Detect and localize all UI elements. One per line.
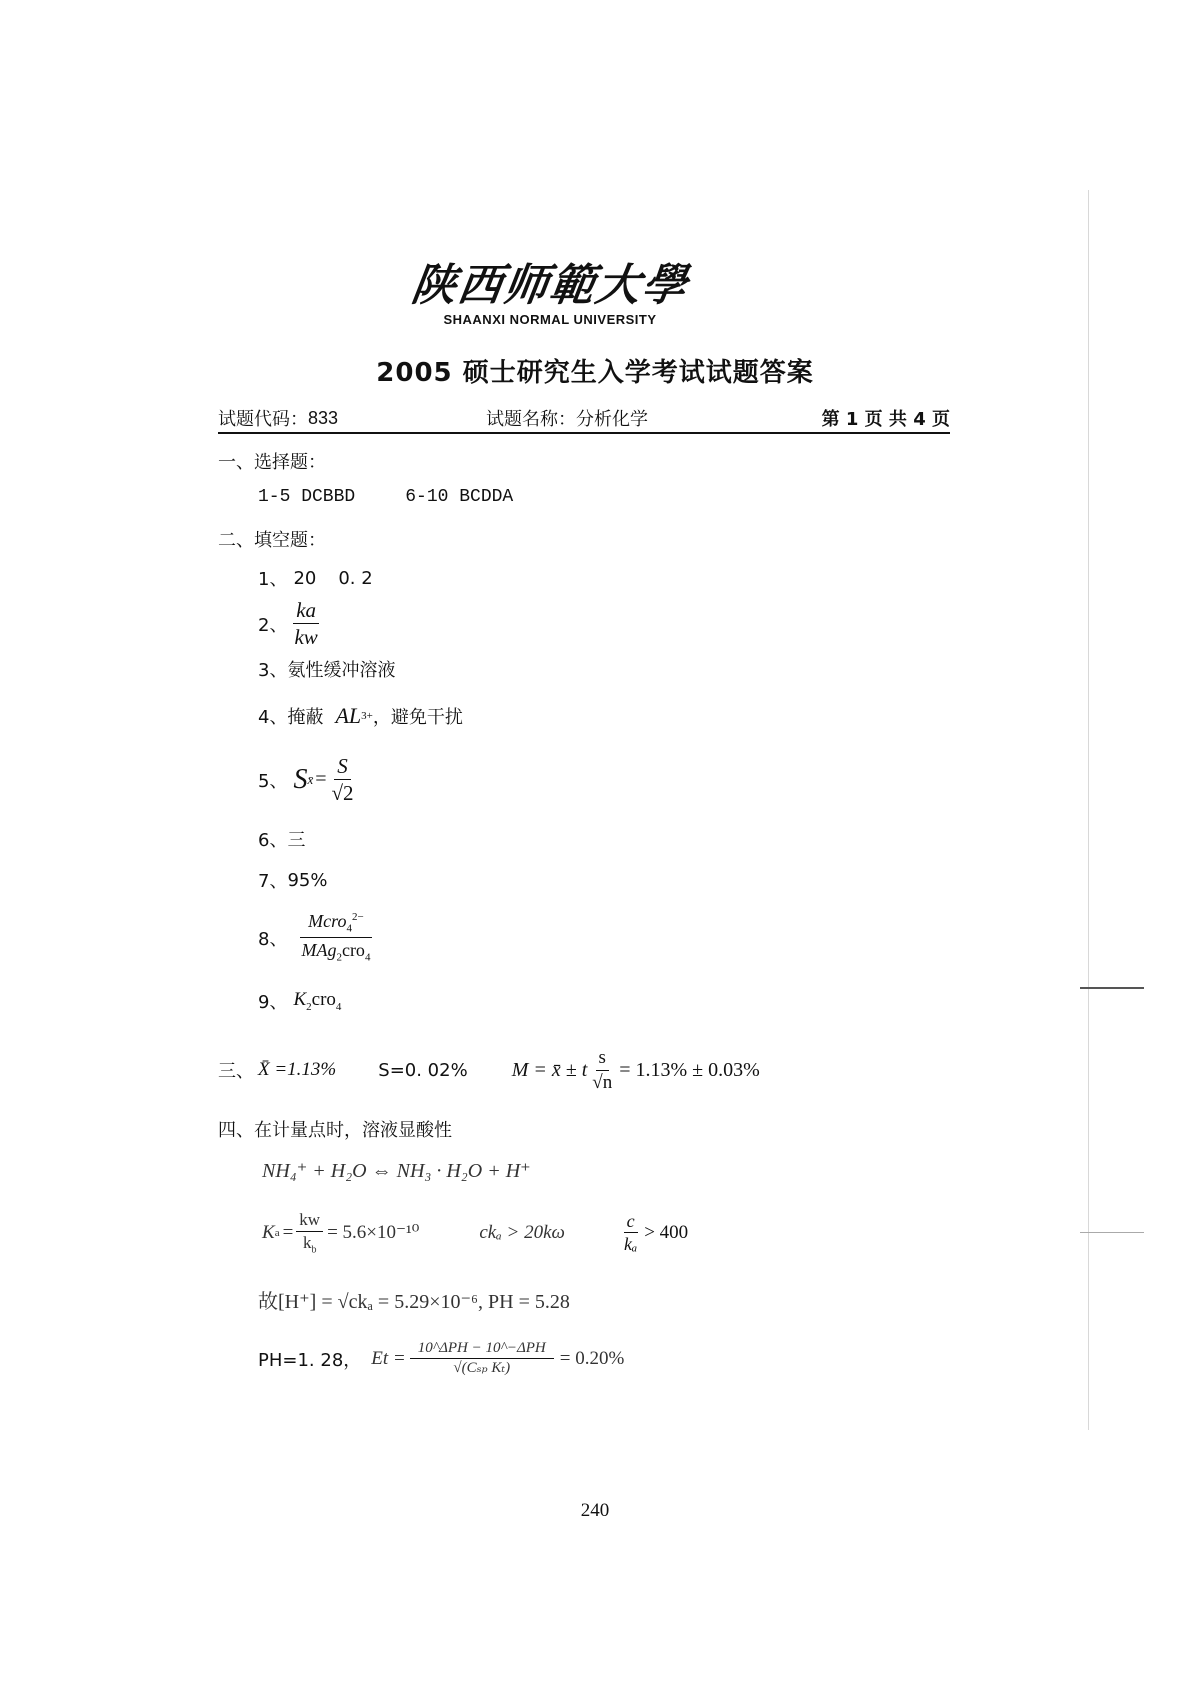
item-number: 1、 xyxy=(258,569,288,590)
equals-sign: = xyxy=(315,768,327,791)
confidence-interval-result: = 1.13% ± 0.03% xyxy=(619,1058,760,1081)
mean-value: X̄ =1.13% xyxy=(258,1059,337,1081)
fraction-denominator: kₐ xyxy=(623,1234,638,1255)
exam-code-label: 试题代码： xyxy=(218,409,308,430)
numerator-text: Mcro xyxy=(308,911,347,931)
item-4-text: 掩蔽 xyxy=(287,707,324,728)
answers-1-5: 1-5 DCBBD xyxy=(258,487,356,507)
fill-item-1 xyxy=(258,565,373,591)
fraction-denominator: √(Cₛₚ Kₜ) xyxy=(453,1360,511,1377)
fraction-denominator xyxy=(293,938,378,964)
fraction-numerator: S xyxy=(334,754,351,780)
item-1-answer-a: 20 xyxy=(293,567,317,589)
h-concentration-line: 故[H⁺] = √ckₐ = 5.29×10⁻⁶, PH = 5.28 xyxy=(258,1291,570,1313)
confidence-interval-lhs: M = x̄ ± t xyxy=(511,1058,588,1081)
item-number: 8、 xyxy=(258,928,288,950)
scan-edge-mark xyxy=(1080,1232,1144,1233)
fraction-denominator xyxy=(300,1232,320,1256)
formula-subscript-2: 4 xyxy=(335,1000,342,1013)
item-number: 5、 xyxy=(258,770,288,792)
page-number: 240 xyxy=(580,1500,610,1521)
fraction-s-sqrtn xyxy=(589,1047,615,1094)
ka-subscript: a xyxy=(274,1226,280,1239)
university-name-en: SHAANXI NORMAL UNIVERSITY xyxy=(443,312,657,328)
equals-sign: = xyxy=(282,1221,294,1243)
std-dev-subscript: x̄ xyxy=(307,771,314,787)
denominator-text-a: MAg xyxy=(301,940,337,961)
answers-6-10: 6-10 BCDDA xyxy=(405,487,514,507)
denominator-subscript-2: 4 xyxy=(364,951,371,964)
numerator-charge: 2− xyxy=(352,911,364,923)
item-number: 3、 xyxy=(258,660,288,681)
formula-k: K xyxy=(293,989,307,1011)
fill-item-2 xyxy=(258,598,321,649)
section2-heading: 二、填空题： xyxy=(218,530,326,551)
item-number: 9、 xyxy=(258,992,288,1013)
page-indicator: 第 1 页 共 4 页 xyxy=(821,409,950,430)
std-dev-symbol: S xyxy=(293,763,308,795)
fraction-denominator: kw xyxy=(294,625,318,650)
university-name-cn: 陕西师範大學 xyxy=(408,260,692,311)
fill-item-9 xyxy=(258,988,341,1014)
item-6-answer: 三 xyxy=(287,830,306,851)
titration-error-line xyxy=(258,1340,624,1378)
k2cro4-formula xyxy=(293,989,341,1013)
fill-item-8 xyxy=(258,911,378,964)
fraction-denominator: √n xyxy=(592,1071,613,1093)
ka-symbol: K xyxy=(262,1221,275,1243)
section3-line xyxy=(218,1047,760,1094)
item-number: 7、 xyxy=(258,871,288,892)
exam-code: 833 xyxy=(308,407,339,428)
numerator-subscript: 4 xyxy=(346,922,352,935)
fraction-c-ka xyxy=(621,1211,640,1255)
exam-name-label: 试题名称： xyxy=(486,409,577,430)
item-7-answer: 95% xyxy=(287,869,328,891)
section3-heading: 三、 xyxy=(218,1061,254,1083)
ion-al: AL xyxy=(335,703,362,728)
item-4-text-post: ，避免干扰 xyxy=(372,707,463,728)
section1-heading: 一、选择题： xyxy=(218,452,326,473)
fraction-numerator: ka xyxy=(293,598,319,624)
formula-cro: cro xyxy=(311,989,336,1011)
fill-item-5 xyxy=(258,754,357,805)
ka-calculation xyxy=(262,1210,688,1255)
fraction-numerator xyxy=(300,911,372,938)
exam-info-bar xyxy=(218,404,950,434)
item-3-answer: 氨性缓冲溶液 xyxy=(287,660,396,681)
fill-item-6 xyxy=(258,826,305,852)
fraction-s-sqrt2 xyxy=(329,754,357,805)
scan-edge-mark xyxy=(1080,987,1144,989)
hydrolysis-reaction: NH₄⁺ + H₂O ⇔ NH₃ · H₂O + H⁺ xyxy=(262,1160,531,1182)
fraction-kw-kb xyxy=(296,1210,323,1255)
denominator-k: k xyxy=(302,1232,312,1252)
formula-subscript-1: 2 xyxy=(306,1000,312,1013)
condition-1: ckₐ > 20kω xyxy=(479,1221,565,1243)
section4-heading: 四、在计量点时，溶液显酸性 xyxy=(218,1120,452,1141)
item-number: 2、 xyxy=(258,614,288,636)
std-dev-value: S=0. 02% xyxy=(378,1059,468,1081)
fraction-numerator: 10^ΔPH − 10^−ΔPH xyxy=(410,1340,554,1359)
fraction-mcro4-mag2cro4 xyxy=(293,911,378,964)
fraction-ka-kw xyxy=(291,598,320,649)
item-1-answer-b: 0. 2 xyxy=(338,567,373,589)
denominator-subscript: b xyxy=(311,1243,317,1255)
et-symbol: Et = xyxy=(371,1347,406,1369)
fill-item-7 xyxy=(258,867,327,893)
ion-charge: 3+ xyxy=(361,710,373,722)
fraction-numerator: kw xyxy=(296,1210,323,1232)
denominator-subscript-1: 2 xyxy=(336,951,342,964)
condition-2: > 400 xyxy=(644,1221,689,1243)
section1-answers xyxy=(258,487,513,507)
fill-item-3 xyxy=(258,656,395,682)
fraction-denominator: √2 xyxy=(331,781,354,806)
page-title: 2005 硕士研究生入学考试试题答案 xyxy=(376,358,814,388)
fraction-numerator: s xyxy=(596,1047,609,1071)
fraction-numerator: c xyxy=(624,1211,638,1234)
university-logo xyxy=(380,262,720,327)
item-number: 6、 xyxy=(258,830,288,851)
fraction-titration-error xyxy=(410,1340,554,1378)
denominator-text-b: cro xyxy=(341,940,365,961)
ka-value: = 5.6×10⁻¹⁰ xyxy=(327,1222,420,1244)
ph-value: PH=1. 28， xyxy=(258,1349,362,1371)
fill-item-4 xyxy=(258,703,463,729)
item-number: 4、 xyxy=(258,707,288,728)
titration-error-result: = 0.20% xyxy=(559,1347,625,1369)
exam-name: 分析化学 xyxy=(576,409,649,430)
